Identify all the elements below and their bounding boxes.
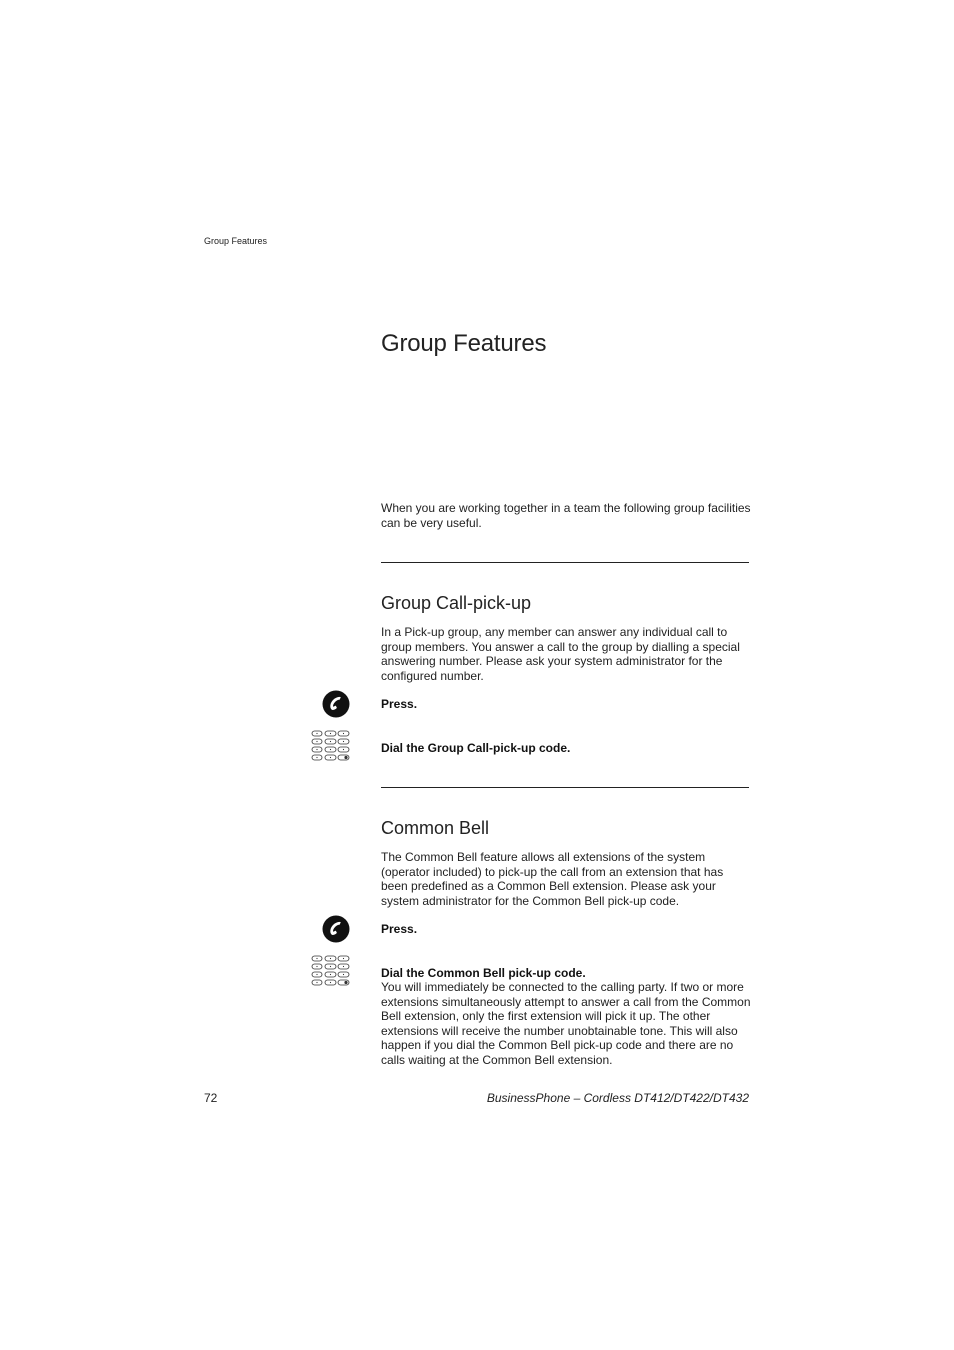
section-divider [381, 787, 749, 788]
step-label: Press. [381, 697, 418, 711]
section-description: In a Pick-up group, any member can answer any individual call to group members. You answer a call to the group by dialling a special answering number. Please ask your system administrator for the configured number. [381, 625, 740, 683]
running-header: Group Features [204, 236, 268, 246]
page-number: 72 [204, 1091, 218, 1105]
section-title-common-bell: Common Bell [381, 818, 490, 838]
chapter-title: Group Features [381, 330, 547, 357]
chapter-intro: When you are working together in a team the following group facilities can be very useful. [381, 501, 751, 530]
step-label: Dial the Common Bell pick-up code. [381, 966, 586, 980]
step-label: Dial the Group Call-pick-up code. [381, 741, 571, 755]
keypad-icon [311, 730, 351, 764]
section-divider [381, 562, 749, 563]
keypad-icon [311, 955, 351, 989]
section-title-group-call-pick-up: Group Call-pick-up [381, 593, 532, 613]
handset-icon [322, 690, 350, 718]
step-label: Press. [381, 922, 418, 936]
footer-product-title: BusinessPhone – Cordless DT412/DT422/DT432 [486, 1091, 749, 1105]
section-description: The Common Bell feature allows all extensions of the system (operator included) to pick-up the call from an extension that has been predefined as a Common Bell extension. Please ask your system administrator for the Common Bell pick-up code. [381, 850, 724, 908]
step-detail: You will immediately be connected to the calling party. If two or more extensions simultaneously attempt to answer a call from the Common Bell extension, only the first extension will pick it up. The other extensions will receive the number unobtainable tone. This will also happen if you dial the Common Bell pick-up code and there are no calls waiting at the Common Bell extension. [381, 980, 751, 1067]
handset-icon [322, 915, 350, 943]
